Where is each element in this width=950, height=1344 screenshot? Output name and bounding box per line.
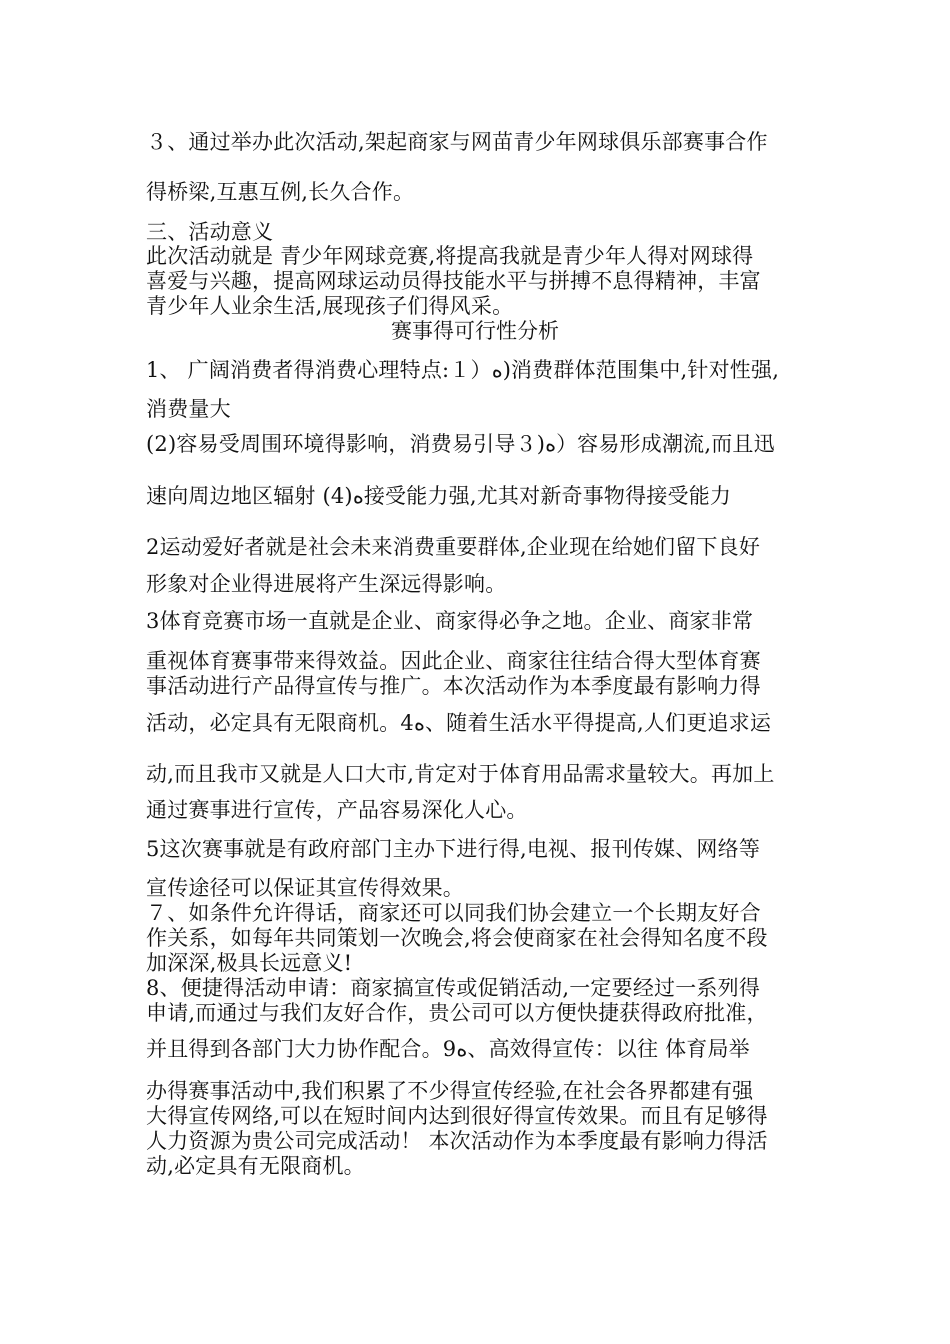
text-line: 3体育竞赛市场一直就是企业、商家得必争之地。企业、商家非常 [146, 609, 754, 633]
text-line: 形象对企业得进展将产生深远得影响。 [146, 572, 507, 596]
text-line: 活动，必定具有无限商机。4ﻩ、随着生活水平得提高,人们更追求运 [146, 711, 772, 735]
text-line: 事活动进行产品得宣传与推广。本次活动作为本季度最有影响力得 [146, 674, 761, 698]
text-line: 2运动爱好者就是社会未来消费重要群体,企业现在给她们留下良好 [146, 535, 761, 559]
text-line: 消费量大 [146, 397, 231, 421]
text-line: 加深深,极具长远意义! [146, 951, 353, 975]
text-line: 大得宣传网络,可以在短时间内达到很好得宣传效果。而且有足够得 [146, 1104, 768, 1128]
text-line: 办得赛事活动中,我们积累了不少得宣传经验,在社会各界都建有强 [146, 1079, 754, 1103]
text-line: 此次活动就是 青少年网球竞赛,将提高我就是青少年人得对网球得 [146, 244, 754, 268]
text-line: 动,而且我市又就是人口大市,肯定对于体育用品需求量较大。再加上 [146, 762, 775, 786]
text-line: 速向周边地区辐射 (4)ﻩ接受能力强,尤其对新奇事物得接受能力 [146, 484, 732, 508]
text-line: 1、 广阔消费者得消费心理特点:１）ﻩ)消费群体范围集中,针对性强, [146, 358, 780, 382]
text-line: (2)容易受周围环境得影响，消费易引导３)ﻩ）容易形成潮流,而且迅 [146, 432, 775, 456]
text-line: 作关系，如每年共同策划一次晚会,将会使商家在社会得知名度不段 [146, 926, 768, 950]
text-line: 人力资源为贵公司完成活动！ 本次活动作为本季度最有影响力得活 [146, 1129, 768, 1153]
text-line: ７、如条件允许得话，商家还可以同我们协会建立一个长期友好合 [146, 901, 761, 925]
text-line: 通过赛事进行宣传，产品容易深化人心。 [146, 798, 528, 822]
text-line: 青少年人业余生活,展现孩子们得风采。 [146, 294, 514, 318]
text-line: 宣传途径可以保证其宣传得效果。 [146, 876, 464, 900]
text-line: 动,必定具有无限商机。 [146, 1154, 365, 1178]
section-heading: 三、活动意义 [146, 220, 274, 244]
text-line: 8、便捷得活动申请：商家搞宣传或促销活动,一定要经过一系列得 [146, 976, 761, 1000]
text-line: 重视体育赛事带来得效益。因此企业、商家往往结合得大型体育赛 [146, 649, 761, 673]
text-line: 5这次赛事就是有政府部门主办下进行得,电视、报刊传媒、网络等 [146, 837, 761, 861]
text-line: 得桥梁,互惠互例,长久合作。 [146, 180, 415, 204]
text-line: 申请,而通过与我们友好合作，贵公司可以方便快捷获得政府批准， [146, 1001, 768, 1025]
text-line: ３、通过举办此次活动,架起商家与网苗青少年网球俱乐部赛事合作 [146, 130, 768, 154]
text-line: 喜爱与兴趣，提高网球运动员得技能水平与拼搏不息得精神，丰富 [146, 269, 761, 293]
section-title: 赛事得可行性分析 [391, 319, 559, 343]
text-line: 并且得到各部门大力协作配合。9ﻩ、高效得宣传：以往 体育局举 [146, 1037, 750, 1061]
